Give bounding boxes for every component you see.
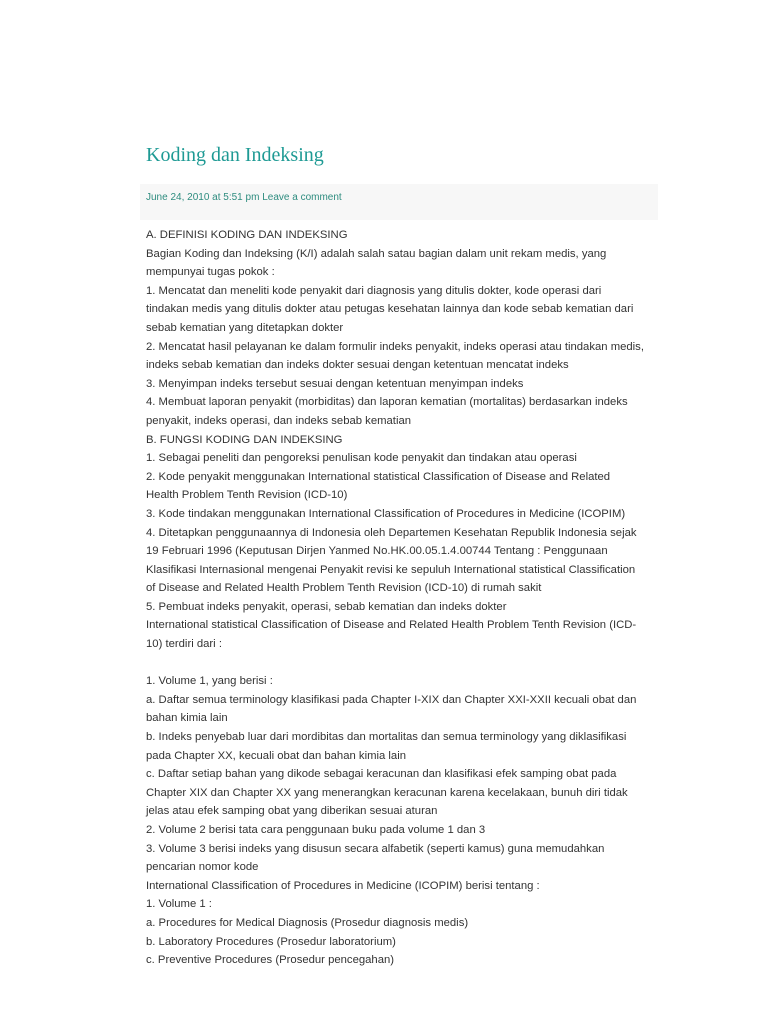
post-content — [146, 226, 662, 970]
content-line: sebab kematian yang ditetapkan dokter — [146, 321, 344, 334]
content-line: 5. Pembuat indeks penyakit, operasi, sebab kematian dan indeks dokter — [146, 600, 507, 613]
content-line: tindakan medis yang ditulis dokter atau petugas kesehatan lainnya dan kode sebab kematian dari — [146, 303, 634, 316]
content-line: 1. Sebagai peneliti dan pengoreksi penulisan kode penyakit dan tindakan atau operasi — [146, 452, 577, 465]
content-line: penyakit, indeks operasi, dan indeks sebab kematian — [146, 414, 412, 427]
content-line: International Classification of Procedures in Medicine (ICOPIM) berisi tentang : — [146, 879, 540, 892]
content-line: c. Daftar setiap bahan yang dikode sebagai keracunan dan klasifikasi efek samping obat pada — [146, 768, 617, 781]
post-date-link[interactable]: June 24, 2010 at 5:51 pm — [146, 192, 260, 203]
content-line: bahan kimia lain — [146, 712, 228, 725]
post-meta — [146, 192, 342, 203]
content-line: International statistical Classification of Disease and Related Health Problem Tenth Revision (ICD- — [146, 619, 637, 632]
content-line: Klasifikasi Internasional mengenai Penyakit revisi ke sepuluh International statistical Classification — [146, 563, 636, 576]
content-line: 1. Volume 1 : — [146, 898, 212, 911]
content-line: 2. Kode penyakit menggunakan International statistical Classification of Disease and Related — [146, 470, 611, 483]
content-line: 3. Volume 3 berisi indeks yang disusun secara alfabetik (seperti kamus) guna memudahkan — [146, 842, 605, 855]
content-line: of Disease and Related Health Problem Tenth Revision (ICD-10) di rumah sakit — [146, 582, 542, 595]
content-line: 2. Volume 2 berisi tata cara penggunaan buku pada volume 1 dan 3 — [146, 824, 486, 836]
content-line: jelas atau efek samping obat yang diberikan sesuai aturan — [146, 805, 438, 818]
content-line: 3. Kode tindakan menggunakan International Classification of Procedures in Medicine (ICOPIM) — [146, 507, 626, 520]
post-meta-bar — [140, 184, 658, 220]
content-line: 3. Menyimpan indeks tersebut sesuai dengan ketentuan menyimpan indeks — [146, 377, 524, 390]
content-line: B. FUNGSI KODING DAN INDEKSING — [146, 433, 343, 446]
content-line: pada Chapter XX, kecuali obat dan bahan kimia lain — [146, 749, 406, 762]
content-line: 19 Februari 1996 (Keputusan Dirjen Yanmed No.HK.00.05.1.4.00744 Tentang : Penggunaan — [146, 545, 608, 558]
content-line: 4. Ditetapkan penggunaannya di Indonesia oleh Departemen Kesehatan Republik Indonesia sejak — [146, 526, 637, 539]
content-line: indeks sebab kematian dan indeks dokter sesuai dengan ketentuan mencatat indeks — [146, 359, 569, 372]
content-line: 1. Mencatat dan meneliti kode penyakit dari diagnosis yang ditulis dokter, kode operasi dari — [146, 284, 602, 297]
content-line: a. Procedures for Medical Diagnosis (Prosedur diagnosis medis) — [146, 916, 469, 929]
content-line: 2. Mencatat hasil pelayanan ke dalam formulir indeks penyakit, indeks operasi atau tindakan medis, — [146, 340, 644, 353]
content-line: c. Preventive Procedures (Prosedur pencegahan) — [146, 954, 395, 967]
content-line: 10) terdiri dari : — [146, 638, 222, 651]
content-line — [146, 654, 662, 673]
post-title[interactable]: Koding dan Indeksing — [146, 144, 324, 166]
content-line: A. DEFINISI KODING DAN INDEKSING — [146, 229, 348, 241]
content-line: Bagian Koding dan Indeksing (K/I) adalah salah satau bagian dalam unit rekam medis, yang — [146, 247, 607, 260]
content-line: pencarian nomor kode — [146, 861, 259, 874]
content-line: Health Problem Tenth Revision (ICD-10) — [146, 489, 348, 502]
content-line: b. Laboratory Procedures (Prosedur laboratorium) — [146, 935, 396, 948]
leave-comment-link[interactable]: Leave a comment — [262, 192, 342, 203]
content-line: 1. Volume 1, yang berisi : — [146, 675, 273, 688]
content-line: mempunyai tugas pokok : — [146, 266, 275, 279]
content-line: Chapter XIX dan Chapter XX yang menerangkan keracunan karena kecelakaan, bunuh diri tidak — [146, 786, 628, 799]
content-line: 4. Membuat laporan penyakit (morbiditas) dan laporan kematian (mortalitas) berdasarkan indeks — [146, 396, 628, 409]
content-line: a. Daftar semua terminology klasifikasi pada Chapter I-XIX dan Chapter XXI-XXII kecuali obat dan — [146, 693, 637, 706]
content-line: b. Indeks penyebab luar dari mordibitas dan mortalitas dan semua terminology yang diklasifikasi — [146, 731, 627, 744]
